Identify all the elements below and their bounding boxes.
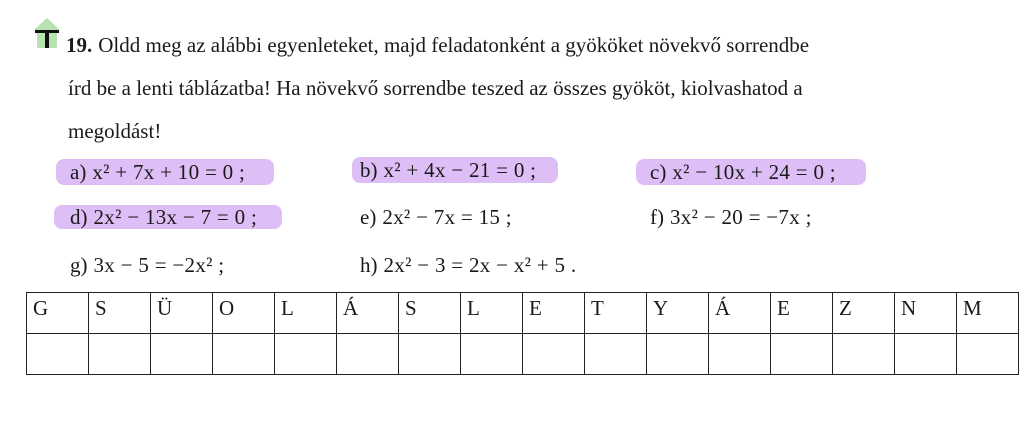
answer-cell[interactable] <box>709 334 771 375</box>
answer-cell[interactable] <box>275 334 337 375</box>
equation-e: e) 2x² − 7x = 15 ; <box>360 205 512 229</box>
letter-cell: S <box>89 293 151 334</box>
answer-cell[interactable] <box>771 334 833 375</box>
letter-cell: Z <box>833 293 895 334</box>
answer-table <box>26 292 1019 375</box>
letter-cell: G <box>27 293 89 334</box>
answer-cell[interactable] <box>89 334 151 375</box>
letter-cell: Y <box>647 293 709 334</box>
house-icon <box>32 16 62 50</box>
letter-cell: E <box>523 293 585 334</box>
answer-cell[interactable] <box>523 334 585 375</box>
answer-cell[interactable] <box>895 334 957 375</box>
letter-cell: Ü <box>151 293 213 334</box>
task-line-1: 19. Oldd meg az alábbi egyenleteket, majd feladatonként a gyököket növekvő sorrendbe <box>66 33 810 57</box>
letter-cell: L <box>275 293 337 334</box>
task-line-3: megoldást! <box>68 119 162 143</box>
letter-row <box>27 293 1019 334</box>
letter-cell: M <box>957 293 1019 334</box>
answer-cell[interactable] <box>213 334 275 375</box>
letter-cell: L <box>461 293 523 334</box>
letter-cell: Á <box>709 293 771 334</box>
equation-c: c) x² − 10x + 24 = 0 ; <box>650 160 836 184</box>
letter-cell: N <box>895 293 957 334</box>
letter-cell: O <box>213 293 275 334</box>
letter-cell: E <box>771 293 833 334</box>
equation-a: a) x² + 7x + 10 = 0 ; <box>70 160 246 184</box>
answer-cell[interactable] <box>647 334 709 375</box>
equation-d: d) 2x² − 13x − 7 = 0 ; <box>70 205 258 229</box>
answer-cell[interactable] <box>27 334 89 375</box>
answer-row <box>27 334 1019 375</box>
task-text <box>68 24 968 153</box>
equation-h: h) 2x² − 3 = 2x − x² + 5 . <box>360 253 577 277</box>
answer-cell[interactable] <box>833 334 895 375</box>
answer-cell[interactable] <box>461 334 523 375</box>
answer-cell[interactable] <box>957 334 1019 375</box>
answer-cell[interactable] <box>151 334 213 375</box>
task-number: 19. <box>66 33 93 57</box>
equation-f: f) 3x² − 20 = −7x ; <box>650 205 812 229</box>
equation-b: b) x² + 4x − 21 = 0 ; <box>360 158 537 182</box>
task-line-2: írd be a lenti táblázatba! Ha növekvő sorrendbe teszed az összes gyököt, kiolvashatod a <box>68 76 803 100</box>
answer-cell[interactable] <box>585 334 647 375</box>
answer-cell[interactable] <box>337 334 399 375</box>
letter-cell: Á <box>337 293 399 334</box>
letter-cell: T <box>585 293 647 334</box>
letter-cell: S <box>399 293 461 334</box>
answer-cell[interactable] <box>399 334 461 375</box>
equation-g: g) 3x − 5 = −2x² ; <box>70 253 225 277</box>
